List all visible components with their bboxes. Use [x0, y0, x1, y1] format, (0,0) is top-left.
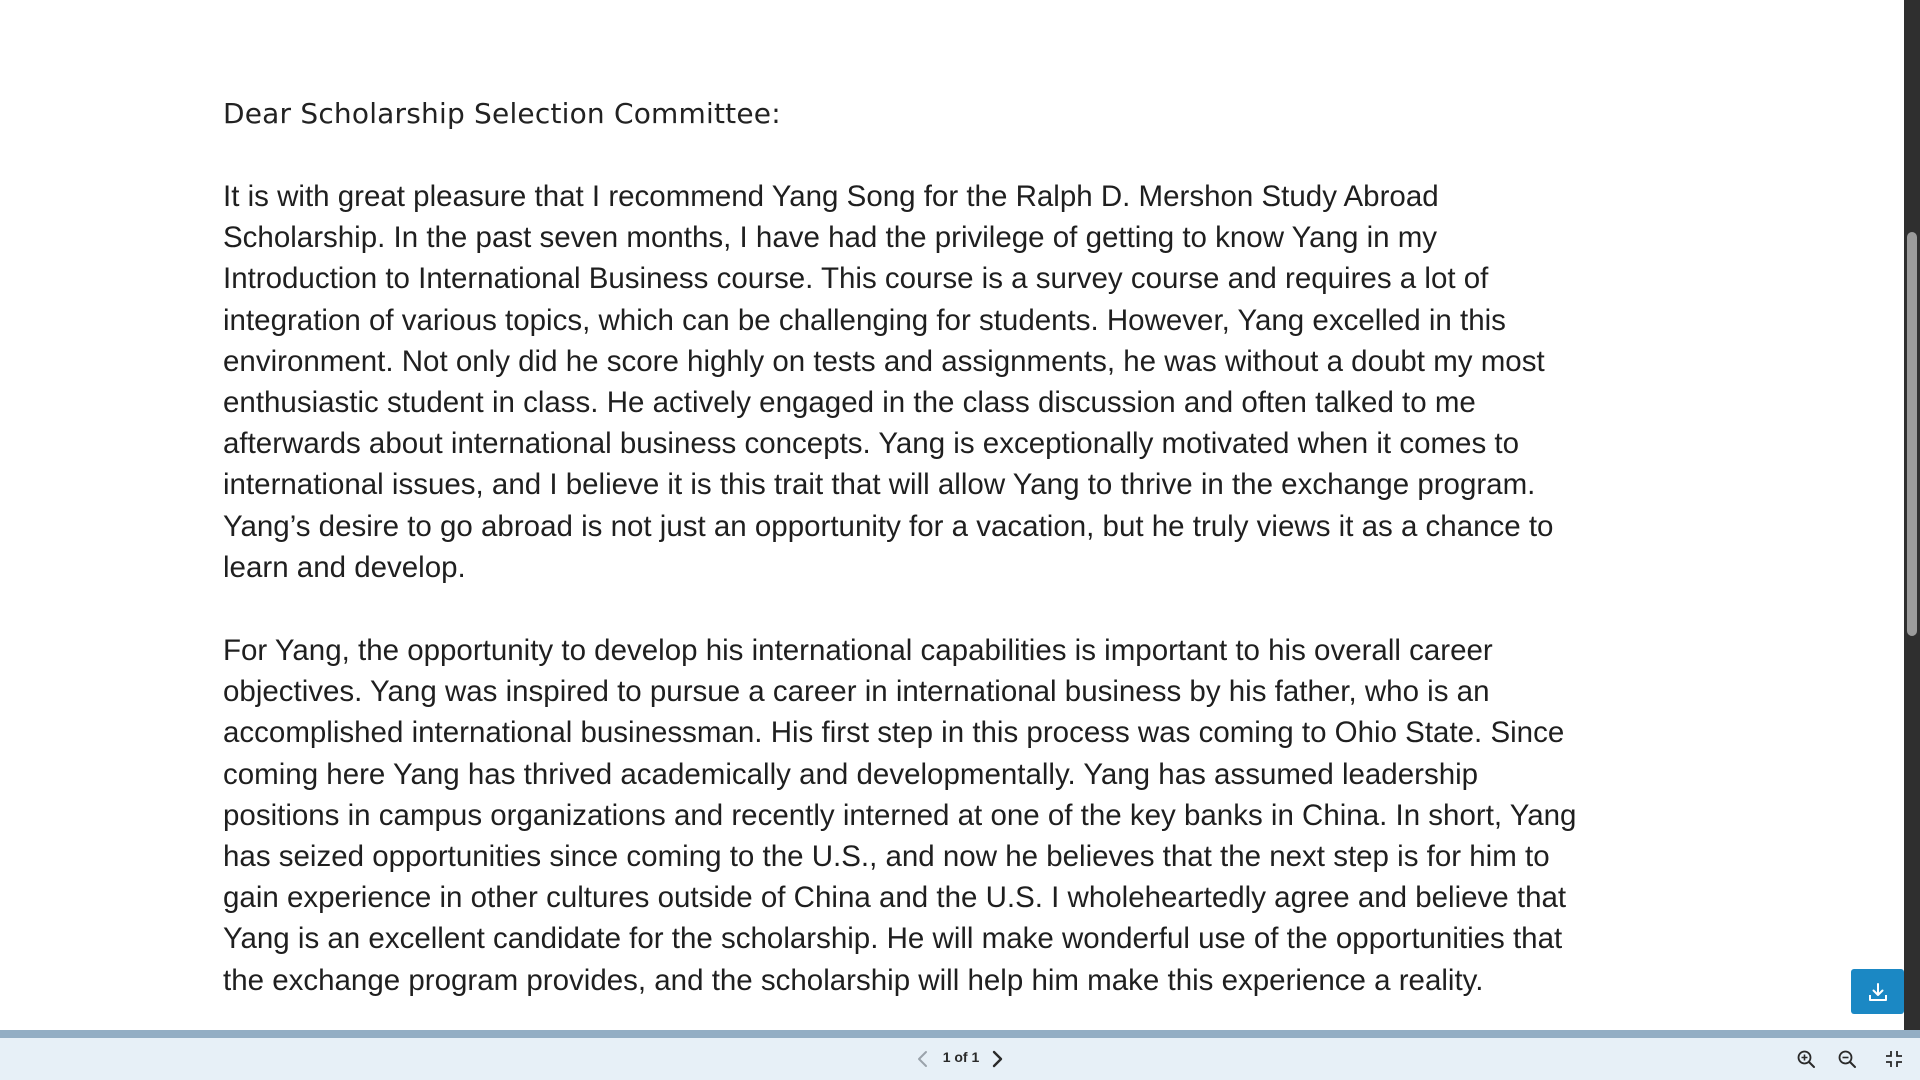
text-line: objectives. Yang was inspired to pursue a career in international business by his father, who is an — [223, 675, 1490, 709]
text-line: learn and develop. — [223, 550, 466, 584]
salutation: Dear Scholarship Selection Committee: — [223, 97, 781, 130]
zoom-in-button[interactable] — [1793, 1046, 1819, 1072]
vertical-scrollbar[interactable] — [1904, 0, 1920, 1030]
exit-fullscreen-icon — [1885, 1050, 1903, 1068]
text-line: Yang is an excellent candidate for the scholarship. He will make wonderful use of the opportunities that — [223, 922, 1563, 956]
viewer-toolbar — [0, 1038, 1920, 1080]
text-line: accomplished international businessman. His first step in this process was coming to Ohio State. Since — [223, 716, 1565, 750]
text-line: the exchange program provides, and the scholarship will help him make this experience a reality. — [223, 963, 1484, 997]
previous-page-button[interactable] — [910, 1046, 936, 1072]
text-line: integration of various topics, which can be challenging for students. However, Yang excelled in this — [223, 303, 1506, 337]
text-line: positions in campus organizations and recently interned at one of the key banks in China. In short, Yang — [223, 798, 1577, 832]
letter-body — [223, 92, 1703, 1030]
text-line: environment. Not only did he score highly on tests and assignments, he was without a doubt my most — [223, 344, 1545, 378]
toolbar-divider — [0, 1030, 1920, 1038]
text-line: has seized opportunities since coming to the U.S., and now he believes that the next step is for him to — [223, 840, 1550, 874]
chevron-right-icon — [990, 1050, 1004, 1068]
page-indicator: 1 of 1 — [942, 1049, 980, 1065]
zoom-out-icon — [1837, 1049, 1857, 1069]
text-line: Scholarship. In the past seven months, I have had the privilege of getting to know Yang in my — [223, 221, 1438, 255]
text-line: For Yang, the opportunity to develop his international capabilities is important to his overall career — [223, 634, 1493, 668]
text-line: coming here Yang has thrived academically and developmentally. Yang has assumed leadership — [223, 757, 1479, 791]
download-icon — [1867, 981, 1889, 1003]
zoom-out-button[interactable] — [1834, 1046, 1860, 1072]
exit-fullscreen-button[interactable] — [1881, 1046, 1907, 1072]
text-line: Yang’s desire to go abroad is not just an opportunity for a vacation, but he truly views it as a chance to — [223, 509, 1554, 543]
zoom-in-icon — [1796, 1049, 1816, 1069]
download-button[interactable] — [1851, 969, 1904, 1014]
paragraph-1 — [223, 176, 1703, 588]
text-line: Introduction to International Business course. This course is a survey course and requires a lot of — [223, 262, 1489, 296]
text-line: gain experience in other cultures outside of China and the U.S. I wholeheartedly agree and believe that — [223, 881, 1567, 915]
chevron-left-icon — [916, 1050, 930, 1068]
paragraph-2 — [223, 630, 1703, 1001]
text-line: enthusiastic student in class. He actively engaged in the class discussion and often talked to me — [223, 386, 1476, 420]
text-line: afterwards about international business concepts. Yang is exceptionally motivated when it comes to — [223, 427, 1519, 461]
text-line: international issues, and I believe it is this trait that will allow Yang to thrive in the exchange program. — [223, 468, 1536, 502]
text-line: It is with great pleasure that I recommend Yang Song for the Ralph D. Mershon Study Abroad — [223, 180, 1439, 213]
scrollbar-thumb[interactable] — [1907, 232, 1917, 636]
next-page-button[interactable] — [984, 1046, 1010, 1072]
